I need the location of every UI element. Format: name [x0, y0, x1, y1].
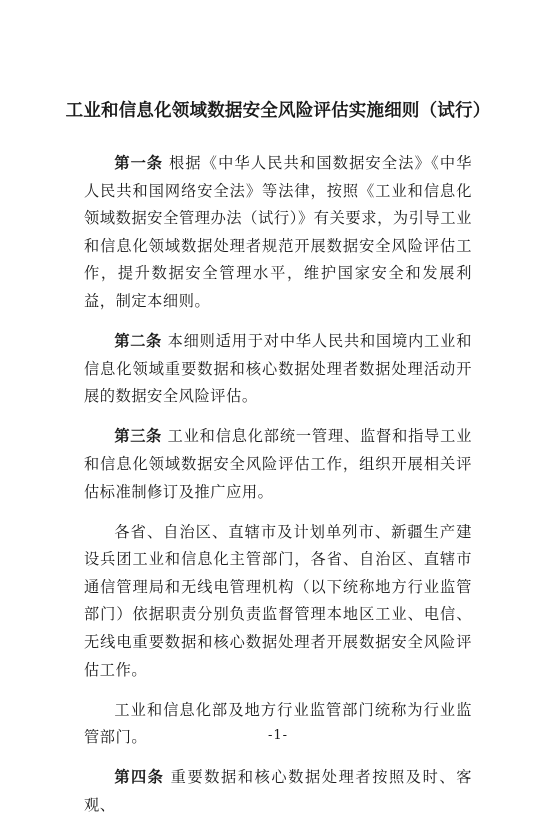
paragraph-text: 工业和信息化部统一管理、监督和指导工业和信息化领域数据安全风险评估工作，组织开展相关评估标准制修订及推广应用。	[84, 427, 473, 501]
document-body	[84, 150, 472, 820]
article-number: 第三条	[114, 427, 162, 446]
article-paragraph	[84, 423, 472, 506]
paragraph-text: 本细则适用于对中华人民共和国境内工业和信息化领域重要数据和核心数据处理者数据处理活动开展的数据安全风险评估。	[84, 332, 473, 406]
paragraph	[84, 697, 472, 752]
paragraph-text: 各省、自治区、直辖市及计划单列市、新疆生产建设兵团工业和信息化主管部门，各省、自治区、直辖市通信管理局和无线电管理机构（以下统称地方行业监管部门）依据职责分别负责监督管理本地区工业、电信、无线电重要数据和核心数据处理者开展数据安全风险评估工作。	[84, 522, 472, 679]
article-paragraph	[84, 150, 472, 316]
article-number: 第一条	[114, 154, 163, 172]
paragraph-text: 根据《中华人民共和国数据安全法》《中华人民共和国网络安全法》等法律，按照《工业和信息化领域数据安全管理办法（试行）》有关要求，为引导工业和信息化领域数据处理者规范开展数据安全风险评估工作，提升数据安全管理水平，维护国家安全和发展利益，制定本细则。	[84, 154, 472, 310]
article-number: 第四条	[114, 768, 165, 787]
article-number: 第二条	[114, 332, 162, 351]
article-paragraph	[84, 764, 472, 819]
page-number: -1-	[267, 728, 289, 743]
paragraph	[84, 519, 472, 685]
article-paragraph	[84, 328, 472, 411]
paragraph-text: 工业和信息化部及地方行业监管部门统称为行业监管部门。	[84, 700, 472, 747]
paragraph-text: 重要数据和核心数据处理者按照及时、客观、	[84, 768, 472, 814]
document-title: 工业和信息化领域数据安全风险评估实施细则（试行）	[65, 101, 491, 121]
